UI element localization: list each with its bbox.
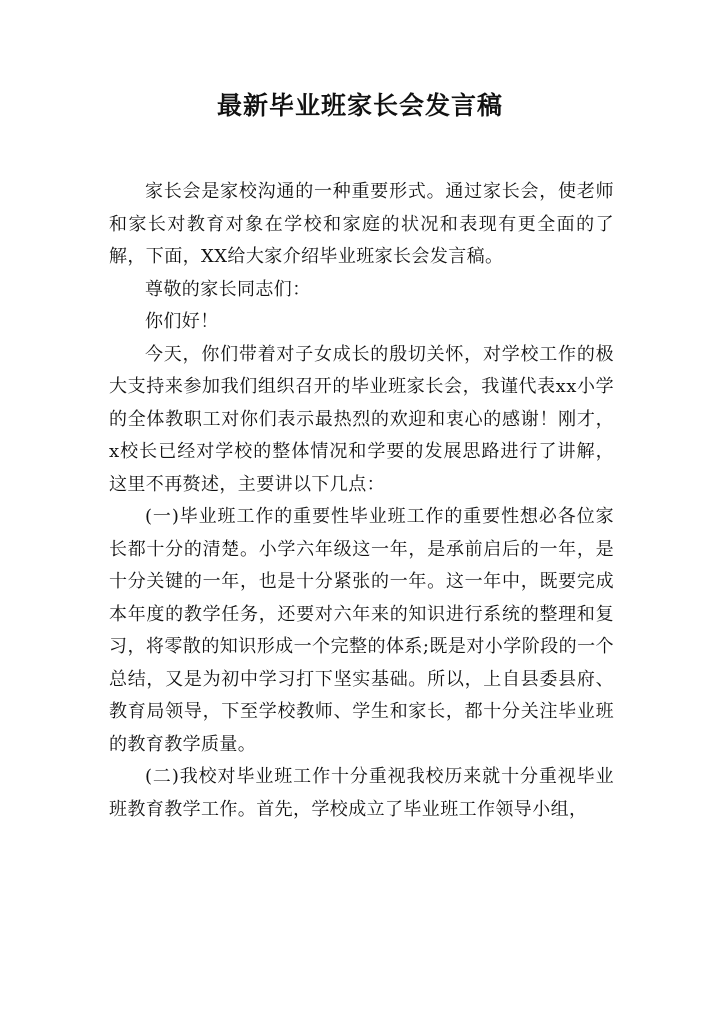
paragraph-intro: 家长会是家校沟通的一种重要形式。通过家长会，使老师和家长对教育对象在学校和家庭的状况和表现有更全面的了解，下面，XX给大家介绍毕业班家长会发言稿。 (109, 181, 614, 267)
paragraph-point-one: (一)毕业班工作的重要性毕业班工作的重要性想必各位家长都十分的清楚。小学六年级这一年，是承前启后的一年，是十分关键的一年，也是十分紧张的一年。这一年中，既要完成本年度的教学任务，还要对六年来的知识进行系统的整理和复习，将零散的知识形成一个完整的体系;既是对小学阶段的一个总结，又是为初中学习打下坚实基础。所以，上自县委县府、教育局领导，下至学校教师、学生和家长，都十分关注毕业班的教育教学质量。 (109, 506, 614, 755)
paragraph-salutation: 尊敬的家长同志们： (145, 278, 311, 300)
document-body (109, 176, 614, 826)
paragraph-opening: 今天，你们带着对子女成长的殷切关怀，对学校工作的极大支持来参加我们组织召开的毕业班家长会，我谨代表xx小学的全体教职工对你们表示最热烈的欢迎和衷心的感谢！刚才，x校长已经对学校的整体情况和学要的发展思路进行了讲解，这里不再赘述，主要讲以下几点： (109, 343, 614, 495)
document-title: 最新毕业班家长会发言稿 (216, 91, 503, 120)
paragraph-point-two: (二)我校对毕业班工作十分重视我校历来就十分重视毕业班教育教学工作。首先，学校成立了毕业班工作领导小组， (109, 766, 614, 820)
paragraph-greeting: 你们好！ (145, 311, 219, 332)
